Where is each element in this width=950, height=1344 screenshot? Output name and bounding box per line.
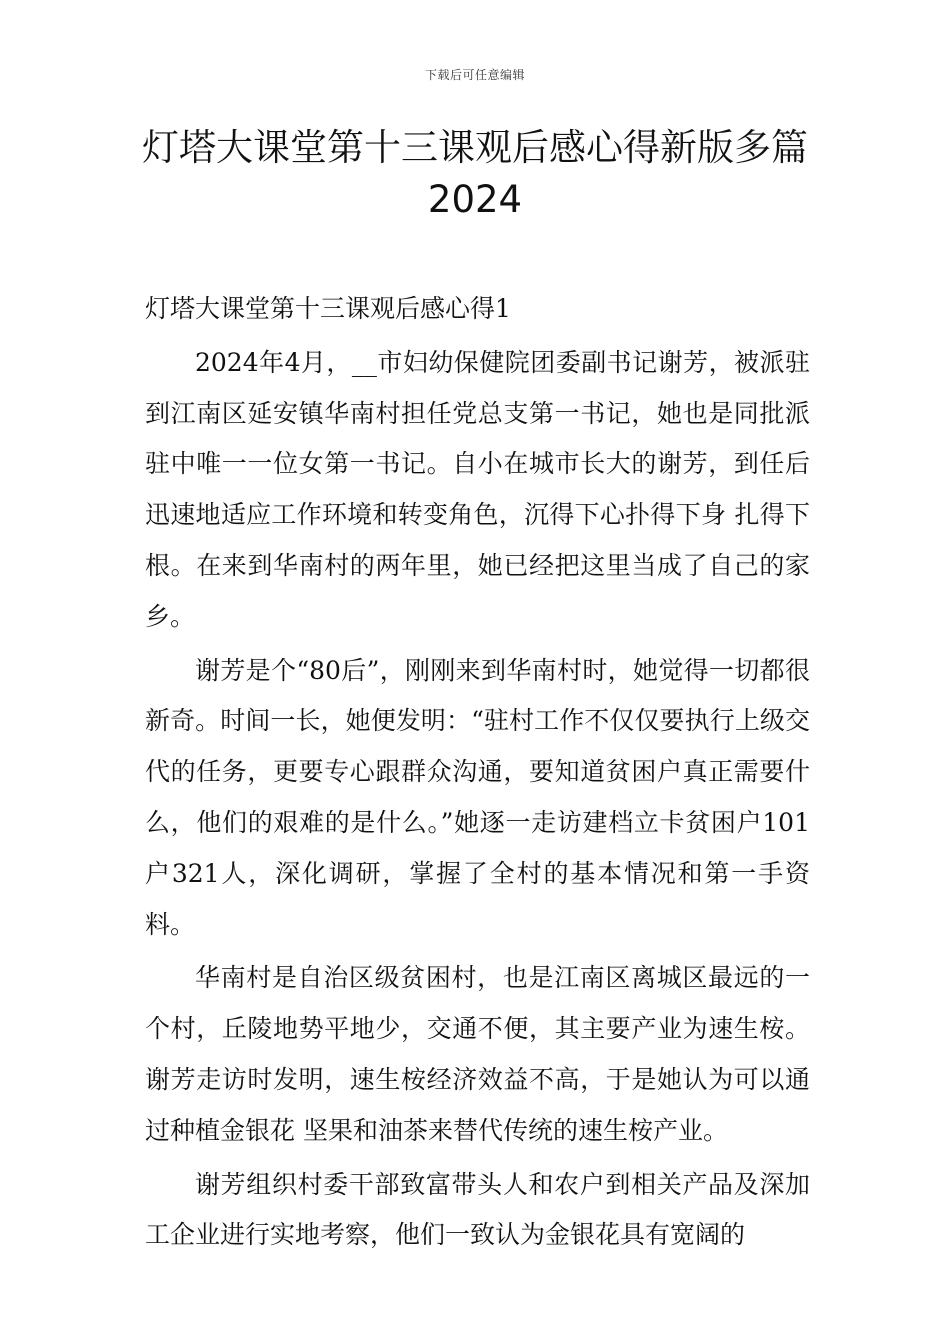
paragraph: 谢芳是个“80后”，刚刚来到华南村时，她觉得一切都很新奇。时间一长，她便发明：“驻村工作不仅仅要执行上级交代的任务，更要专心跟群众沟通，要知道贫困户真正需要什么，他们的艰难的是什么。”她逐一走访建档立卡贫困户101户321人，深化调研，掌握了全村的基本情况和第一手资料。: [145, 655, 810, 939]
document-body: [145, 284, 810, 1264]
document-title: [120, 122, 830, 226]
header-note: 下载后可任意编辑: [424, 68, 525, 82]
paragraph: 谢芳组织村委干部致富带头人和农户到相关产品及深加工企业进行实地考察，他们一致认为金银花具有宽阔的: [145, 1169, 810, 1250]
document-title-line-2: 2024: [427, 178, 523, 221]
document-title-line-1: 灯塔大课堂第十三课观后感心得新版多篇: [142, 126, 808, 169]
paragraph: 华南村是自治区级贫困村，也是江南区离城区最远的一个村，丘陵地势平地少，交通不便，其主要产业为速生桉。谢芳走访时发明，速生桉经济效益不高，于是她认为可以通过种植金银花 坚果和油茶来替代传统的速生桉产业。: [145, 963, 810, 1145]
paragraph: 2024年4月，__市妇幼保健院团委副书记谢芳，被派驻到江南区延安镇华南村担任党总支第一书记，她也是同批派驻中唯一一位女第一书记。自小在城市长大的谢芳，到任后迅速地适应工作环境和转变角色，沉得下心扑得下身 扎得下根。在来到华南村的两年里，她已经把这里当成了自己的家乡。: [145, 347, 810, 631]
section-heading: 灯塔大课堂第十三课观后感心得1: [145, 294, 511, 323]
